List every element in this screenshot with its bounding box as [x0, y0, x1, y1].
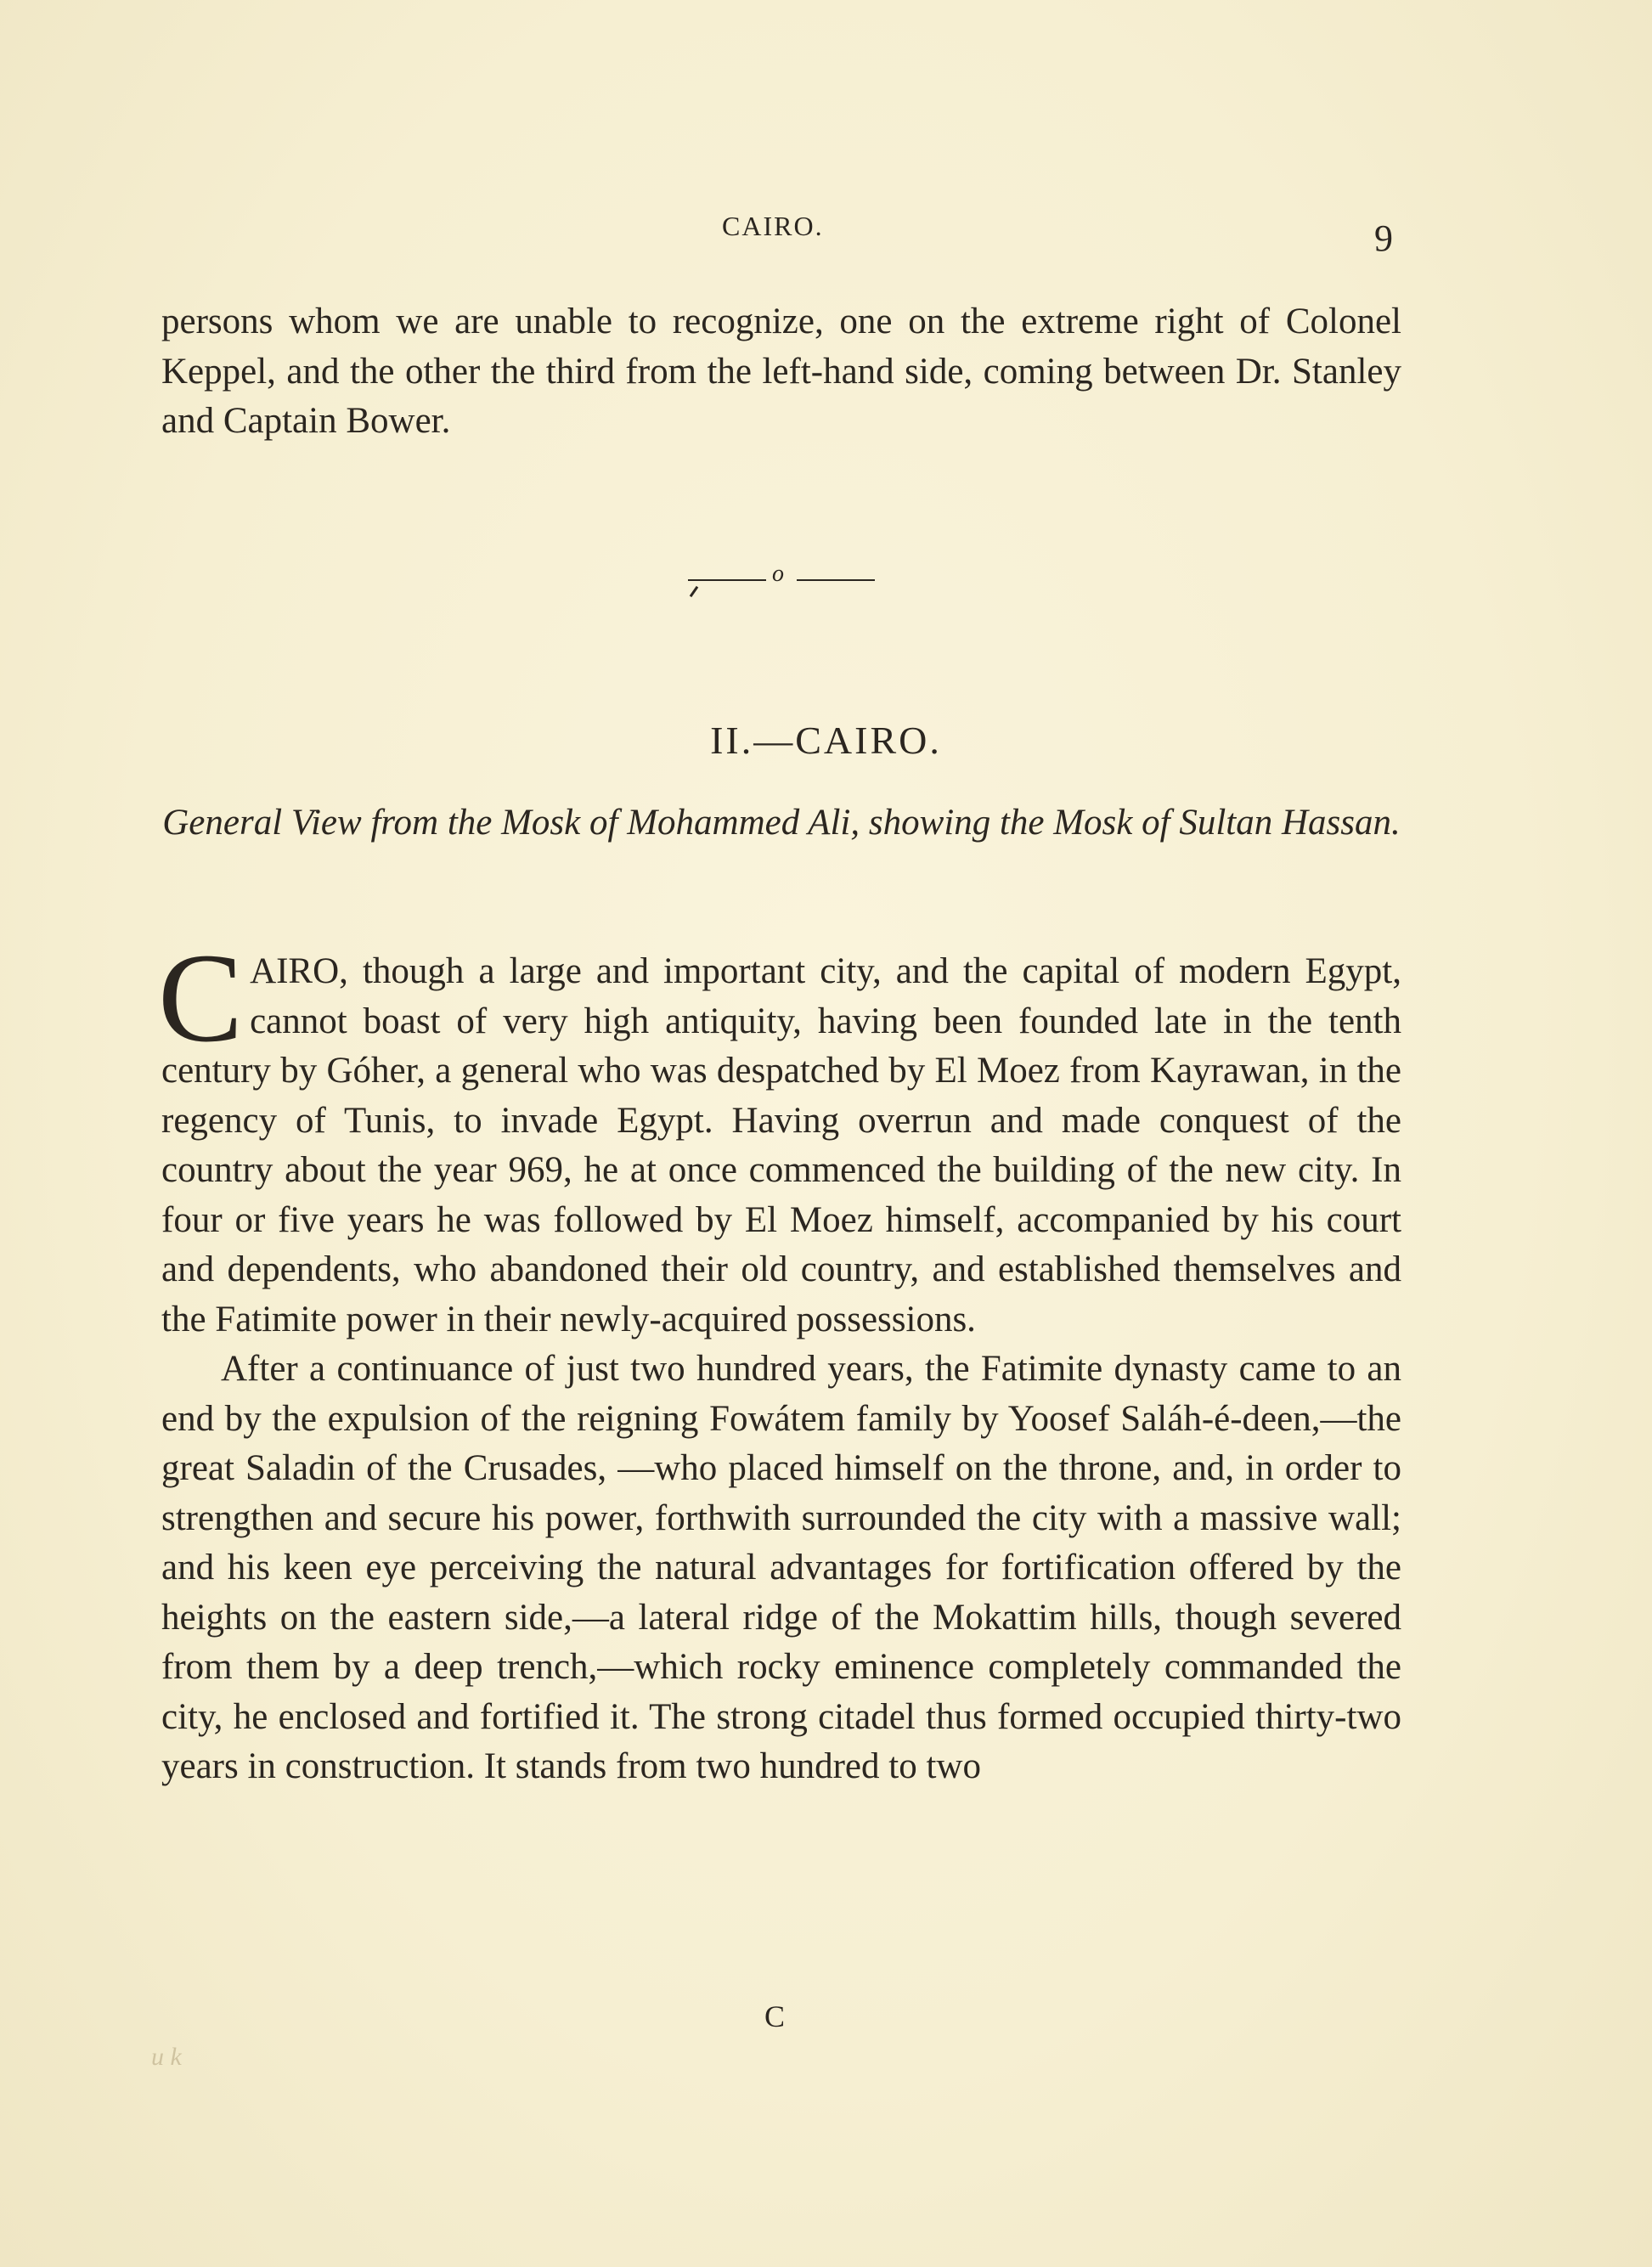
separator-rule-left: [688, 579, 766, 581]
paragraph-1: [158, 928, 1401, 1345]
section-title: II.—CAIRO.: [710, 719, 942, 762]
intro-paragraph: [161, 297, 1401, 447]
signature-mark: C: [764, 1999, 786, 2033]
page-number: 9: [1374, 217, 1393, 259]
section-separator: [688, 561, 883, 586]
paragraph-2: After a continuance of just two hundred years, the Fatimite dynasty came to an end by the expulsion of the reigning Fowátem family by Yoosef Saláh-é-deen,—the great Saladin of the Crusades, —who placed himself on the throne, and, in order to strengthen and secure his power, forthwith surrounded the city with a massive wall; and his keen eye perceiving the natural advantages for fortification offered by the heights on the eastern side,—a lateral ridge of the Mokattim hills, though severed from them by a deep trench,—which rocky eminence completely commanded the city, he enclosed and fortified it. The strong citadel thus formed occupied thirty-two years in construction. It stands from two hundred to two: [161, 1349, 1401, 1786]
main-body: [158, 928, 1401, 1792]
running-head: CAIRO.: [722, 211, 824, 241]
section-subtitle: General View from the Mosk of Mohammed Ali, showing the Mosk of Sultan Hassan.: [162, 803, 1401, 843]
pencil-mark: [690, 586, 698, 597]
separator-ornament: o: [772, 561, 784, 587]
intro-text: persons whom we are unable to recognize, one on the extreme right of Colonel Keppel, and the other the third from the left-hand side, coming between Dr. Stanley and Captain Bower.: [161, 302, 1401, 441]
margin-pencil-note: u k: [151, 2043, 182, 2071]
separator-rule-right: [797, 579, 875, 581]
drop-cap: C: [158, 928, 244, 1069]
paragraph-1-text: AIRO, though a large and important city, and the capital of modern Egypt, cannot boast of very high antiquity, having been founded late in the tenth century by Góher, a general who was despatched by El Moez from Kayrawan, in the regency of Tunis, to invade Egypt. Having overrun and made conquest of the country about the year 969, he at once commenced the building of the new city. In four or five years he was followed by El Moez himself, accompanied by his court and dependents, who abandoned their old country, and established themselves and the Fatimite power in their newly-acquired possessions.: [161, 951, 1401, 1339]
